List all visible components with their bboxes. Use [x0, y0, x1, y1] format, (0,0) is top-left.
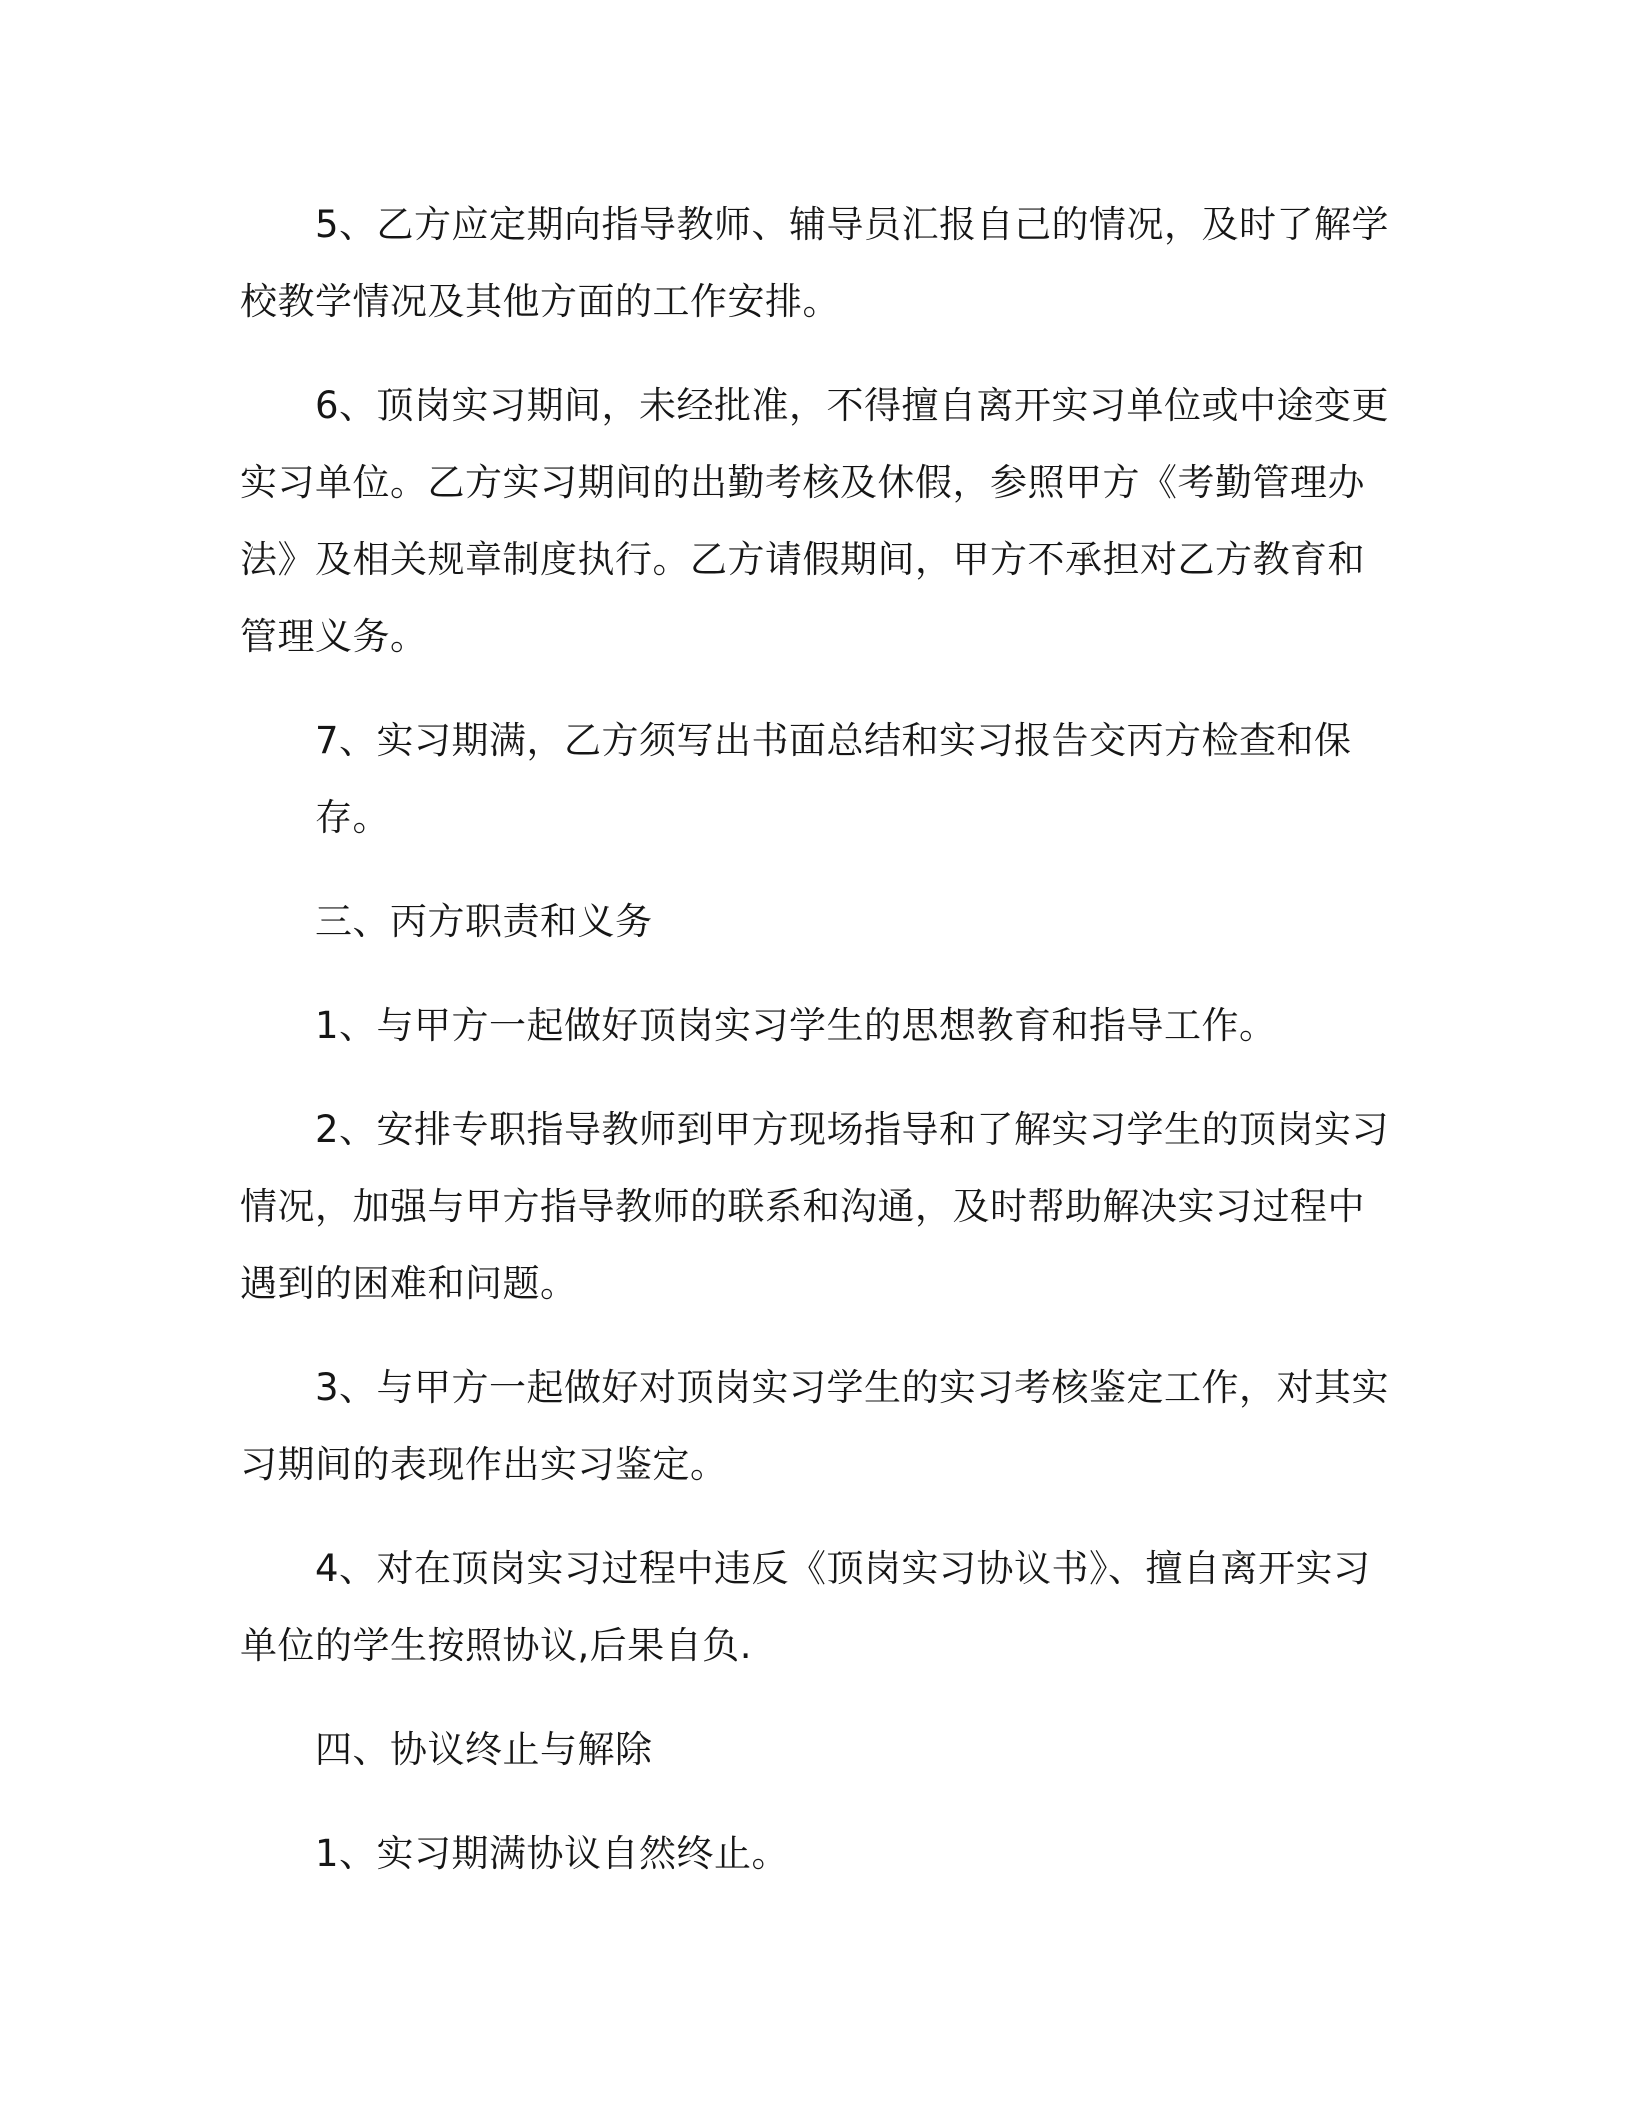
section-heading-4 [240, 1711, 1390, 1788]
text-line: 7、实习期满，乙方须写出书面总结和实习报告交丙方检查和保存。 [315, 719, 1352, 839]
paragraph-item-2 [240, 1091, 1390, 1322]
text-line: 单位的学生按照协议,后果自负. [240, 1624, 753, 1667]
text-line: 2、安排专职指导教师到甲方现场指导和了解实习学生的顶岗实习 [315, 1108, 1390, 1151]
section-heading: 四、协议终止与解除 [315, 1728, 653, 1771]
text-line: 习期间的表现作出实习鉴定。 [240, 1443, 728, 1486]
paragraph-item-1b [240, 1815, 1390, 1892]
paragraph-item-6 [240, 367, 1390, 675]
text-line: 遇到的困难和问题。 [240, 1262, 578, 1305]
document-body [240, 186, 1390, 1919]
text-line: 法》及相关规章制度执行。乙方请假期间，甲方不承担对乙方教育和 [240, 538, 1365, 581]
paragraph-item-5 [240, 186, 1390, 340]
paragraph-item-1 [240, 987, 1390, 1064]
text-line: 1、实习期满协议自然终止。 [315, 1832, 790, 1875]
text-line: 4、对在顶岗实习过程中违反《顶岗实习协议书》、擅自离开实习 [315, 1547, 1371, 1590]
paragraph-item-4 [240, 1530, 1390, 1684]
text-line: 实习单位。乙方实习期间的出勤考核及休假，参照甲方《考勤管理办 [240, 461, 1365, 504]
text-line: 5、乙方应定期向指导教师、辅导员汇报自己的情况，及时了解学 [315, 203, 1390, 246]
text-line: 管理义务。 [240, 615, 428, 658]
text-line: 6、顶岗实习期间，未经批准，不得擅自离开实习单位或中途变更 [315, 384, 1390, 427]
text-line: 校教学情况及其他方面的工作安排。 [240, 280, 840, 323]
text-line: 3、与甲方一起做好对顶岗实习学生的实习考核鉴定工作，对其实 [315, 1366, 1390, 1409]
section-heading-3 [240, 883, 1390, 960]
paragraph-item-3 [240, 1349, 1390, 1503]
section-heading: 三、丙方职责和义务 [315, 900, 653, 943]
paragraph-item-7 [240, 702, 1390, 856]
text-line: 情况，加强与甲方指导教师的联系和沟通，及时帮助解决实习过程中 [240, 1185, 1365, 1228]
text-line: 1、与甲方一起做好顶岗实习学生的思想教育和指导工作。 [315, 1004, 1277, 1047]
